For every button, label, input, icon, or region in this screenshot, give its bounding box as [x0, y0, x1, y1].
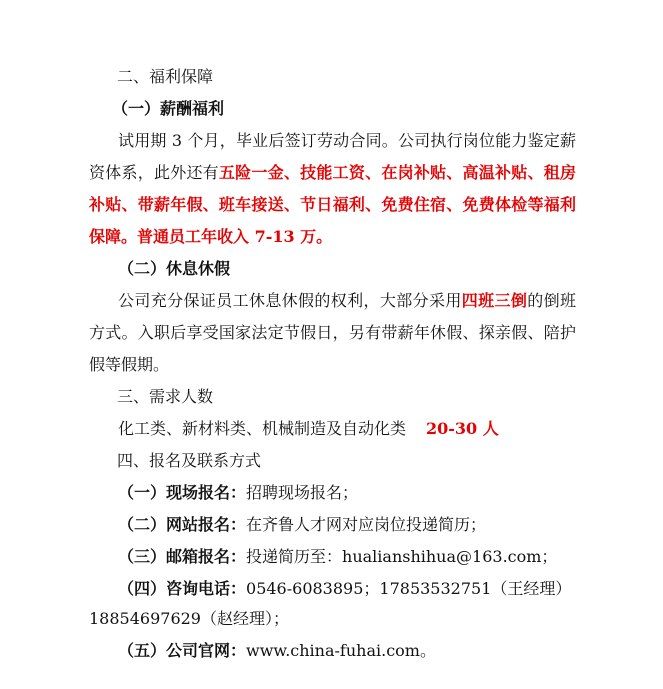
item-label: （五）公司官网： — [118, 641, 247, 660]
paragraph-line: 试用期 3 个月，毕业后签订劳动合同。公司执行岗位能力鉴定薪 — [118, 131, 576, 150]
section-heading-contact: 四、报名及联系方式 — [117, 451, 262, 470]
text-normal: 公司充分保证员工休息休假的权利，大部分采用 — [118, 291, 462, 310]
income-highlight: 保障。普通员工年收入 7-13 万。 — [89, 227, 333, 246]
headcount-line — [118, 419, 499, 439]
text-normal: 的倒班 — [527, 291, 576, 310]
contact-item-onsite — [118, 483, 358, 503]
item-text: 投递简历至：hualianshihua@163.com； — [246, 547, 558, 566]
contact-item-phone-continued: 18854697629（赵经理）； — [89, 609, 289, 628]
section-heading-welfare: 二、福利保障 — [117, 67, 214, 86]
item-text: 在齐鲁人才网对应岗位投递简历； — [246, 515, 487, 534]
item-text: 招聘现场报名； — [246, 483, 359, 502]
item-label: （二）网站报名： — [118, 515, 247, 534]
item-label: （三）邮箱报名： — [118, 547, 247, 566]
paragraph-line: 方式。入职后享受国家法定节假日，另有带薪年休假、探亲假、陪护 — [89, 323, 576, 342]
contact-item-phone — [118, 579, 571, 599]
shift-highlight: 四班三倒 — [461, 291, 528, 310]
benefits-highlight: 补贴、带薪年假、班车接送、节日福利、免费住宿、免费体检等福利 — [89, 195, 576, 214]
section-heading-headcount: 三、需求人数 — [117, 387, 214, 406]
item-text: www.china-fuhai.com。 — [246, 641, 436, 660]
text-normal: 化工类、新材料类、机械制造及自动化类 — [118, 419, 407, 438]
headcount-highlight: 20-30 人 — [426, 419, 499, 438]
item-label: （一）现场报名： — [118, 483, 247, 502]
paragraph-line — [89, 163, 576, 183]
paragraph-line — [118, 291, 576, 311]
item-label: （四）咨询电话： — [118, 579, 247, 598]
contact-item-official-site — [118, 641, 436, 661]
contact-item-email — [118, 547, 557, 567]
subsection-title-salary: （一）薪酬福利 — [112, 99, 225, 118]
item-text: 0546-6083895；17853532751（王经理） — [246, 579, 572, 598]
benefits-highlight: 五险一金、技能工资、在岗补贴、高温补贴、租房 — [218, 163, 576, 182]
contact-item-website — [118, 515, 486, 535]
paragraph-line: 假等假期。 — [89, 355, 170, 374]
text-normal: 资体系，此外还有 — [89, 163, 219, 182]
subsection-title-leave: （二）休息休假 — [118, 259, 231, 278]
